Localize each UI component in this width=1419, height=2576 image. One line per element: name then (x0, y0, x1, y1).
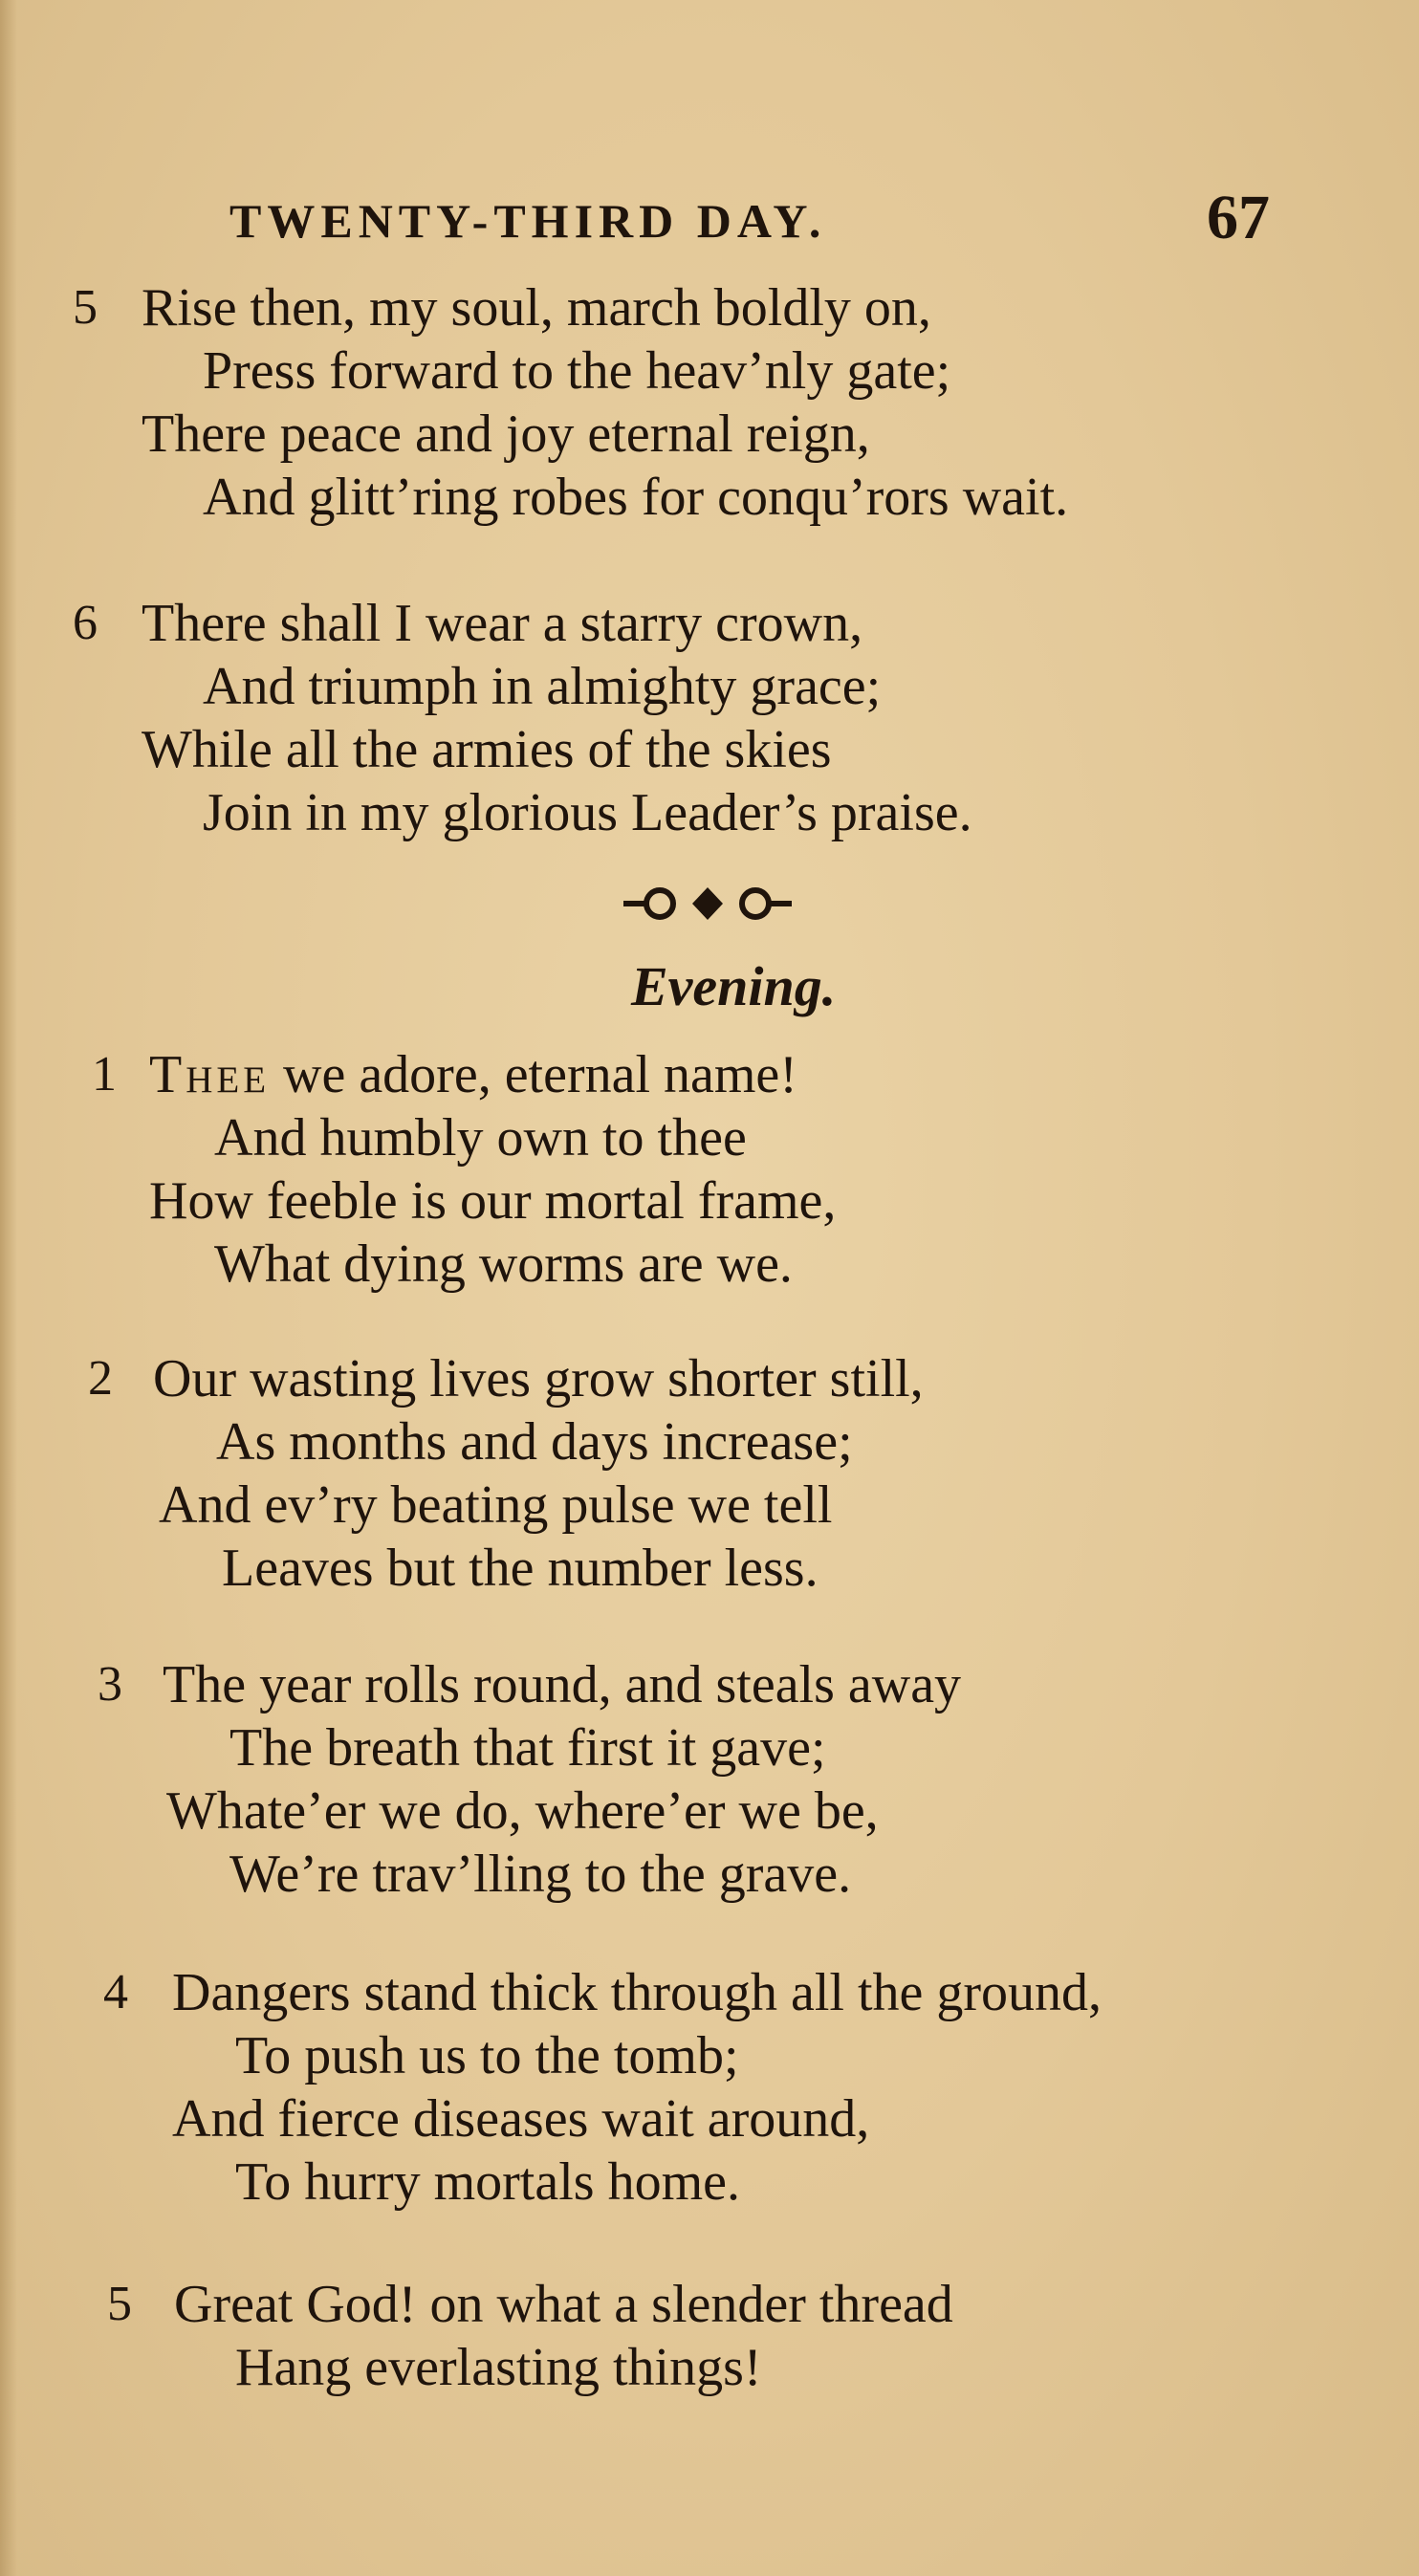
page-header (0, 183, 1419, 256)
verse-line: Join in my glorious Leader’s praise. (203, 783, 972, 842)
verse-line: And triumph in almighty grace; (203, 657, 882, 716)
verse-line: And fierce diseases wait around, (172, 2089, 870, 2149)
verse-line: The year rolls round, and steals away (163, 1655, 962, 1714)
opening-line-rest: we adore, eternal name! (270, 1045, 797, 1104)
verse-line: Our wasting lives grow shorter still, (153, 1349, 924, 1408)
verse-line: Leaves but the number less. (222, 1539, 819, 1598)
stanza-number: 4 (103, 1965, 128, 2019)
running-head: TWENTY-THIRD DAY. (229, 194, 827, 248)
verse-line: There shall I wear a starry crown, (142, 594, 863, 653)
verse-line: Whate’er we do, where’er we be, (166, 1781, 879, 1841)
stanza-number: 3 (98, 1657, 122, 1712)
stanza-number: 1 (92, 1047, 117, 1102)
stanza-number: 6 (73, 596, 98, 650)
verse-line: The breath that first it gave; (229, 1718, 826, 1778)
stanza-number: 5 (107, 2277, 132, 2331)
verse-line: To hurry mortals home. (235, 2152, 740, 2212)
verse-line: As months and days increase; (216, 1412, 853, 1472)
verse-line: How feeble is our mortal frame, (149, 1171, 837, 1231)
section-title-evening: Evening. (631, 955, 837, 1017)
verse-line: Hang everlasting things! (235, 2338, 762, 2397)
verse-line: Rise then, my soul, march boldly on, (142, 278, 931, 338)
page-number: 67 (1207, 183, 1270, 252)
verse-line: We’re trav’lling to the grave. (229, 1845, 852, 1904)
verse-line: What dying worms are we. (214, 1234, 793, 1294)
page-edge-shadow (0, 0, 17, 2576)
verse-line: There peace and joy eternal reign, (142, 404, 870, 464)
verse-line: And glitt’ring robes for conqu’rors wait. (203, 468, 1069, 527)
stanza-number: 2 (88, 1351, 113, 1406)
verse-line: And ev’ry beating pulse we tell (159, 1475, 833, 1535)
verse-line: Press forward to the heav’nly gate; (203, 341, 951, 401)
verse-line: To push us to the tomb; (235, 2026, 739, 2085)
verse-line: Dangers stand thick through all the ground, (172, 1963, 1102, 2022)
ornament-divider (622, 880, 794, 928)
verse-line: While all the armies of the skies (142, 720, 832, 779)
verse-line-first (149, 1044, 797, 1105)
verse-line: Great God! on what a slender thread (174, 2275, 953, 2334)
verse-line: And humbly own to thee (214, 1108, 747, 1168)
stanza-number: 5 (73, 280, 98, 335)
opening-word: Thee (149, 1045, 271, 1104)
